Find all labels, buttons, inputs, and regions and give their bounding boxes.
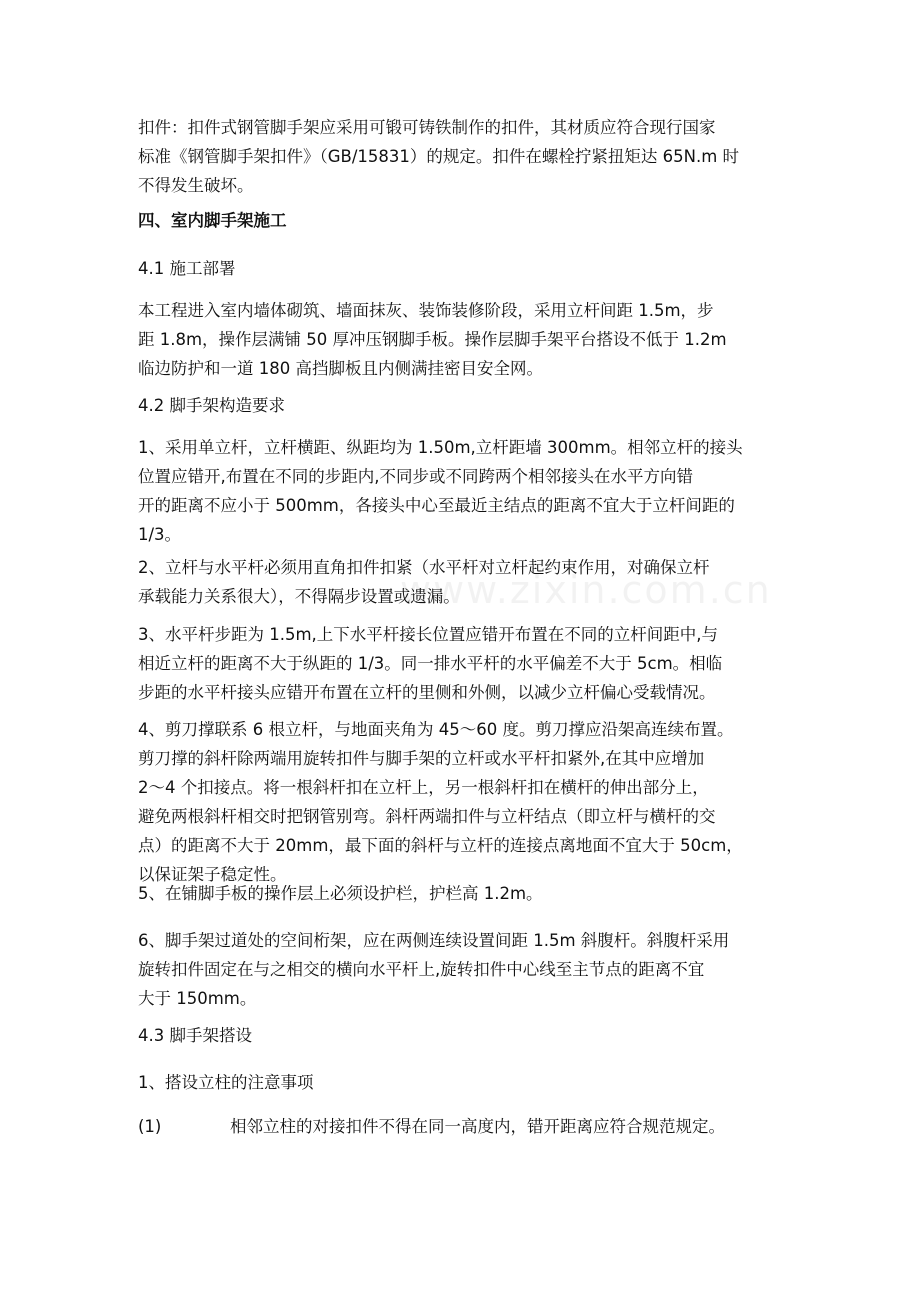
- subsection-heading-4-3: 4.3 脚手架搭设: [138, 1026, 252, 1045]
- text-line: 标准《钢管脚手架扣件》（GB/15831）的规定。扣件在螺栓拧紧扭矩达 65N.m 时: [138, 147, 740, 166]
- text-line: 位置应错开,布置在不同的步距内,不同步或不同跨两个相邻接头在水平方向错: [138, 467, 693, 486]
- text-line: 本工程进入室内墙体砌筑、墙面抹灰、装饰装修阶段，采用立杆间距 1.5m，步: [138, 301, 714, 320]
- text-line: 4、剪刀撑联系 6 根立杆，与地面夹角为 45～60 度。剪刀撑应沿架高连续布置。: [138, 720, 734, 739]
- text-line: 距 1.8m，操作层满铺 50 厚冲压钢脚手板。操作层脚手架平台搭设不低于 1.2m: [138, 330, 727, 349]
- text-line: 避免两根斜杆相交时把钢管别弯。斜杆两端扣件与立杆结点（即立杆与横杆的交: [138, 807, 716, 826]
- sub-heading-erect-columns: 1、搭设立柱的注意事项: [138, 1073, 314, 1092]
- list-item-4: [138, 715, 786, 889]
- text-line: 1/3。: [138, 525, 182, 544]
- text-line: 1、采用单立杆，立杆横距、纵距均为 1.50m,立杆距墙 300mm。相邻立杆的接头: [138, 438, 743, 457]
- text-line: 5、在铺脚手板的操作层上必须设护栏，护栏高 1.2m。: [138, 884, 543, 903]
- list-item-3: [138, 620, 786, 707]
- section-heading-4: 四、室内脚手架施工: [138, 211, 287, 230]
- list-item-5: [138, 879, 786, 908]
- list-item-6: [138, 926, 786, 1013]
- text-line: 剪刀撑的斜杆除两端用旋转扣件与脚手架的立杆或水平杆扣紧外,在其中应增加: [138, 749, 705, 768]
- item-text: 相邻立柱的对接扣件不得在同一高度内，错开距离应符合规范规定。: [230, 1117, 725, 1136]
- text-line: 2～4 个扣接点。将一根斜杆扣在立杆上，另一根斜杆扣在横杆的伸出部分上，: [138, 778, 709, 797]
- subsection-heading-4-1: 4.1 施工部署: [138, 259, 236, 278]
- list-item-1: [138, 433, 786, 549]
- text-line: 3、水平杆步距为 1.5m,上下水平杆接长位置应错开布置在不同的立杆间距中,与: [138, 625, 719, 644]
- watermark: www.zixin.com.cn: [400, 568, 772, 612]
- text-line: 临边防护和一道 180 高挡脚板且内侧满挂密目安全网。: [138, 359, 543, 378]
- text-line: 相近立杆的距离不大于纵距的 1/3。同一排水平杆的水平偏差不大于 5cm。相临: [138, 654, 723, 673]
- text-line: 2、立杆与水平杆必须用直角扣件扣紧（水平杆对立杆起约束作用，对确保立杆: [138, 558, 710, 577]
- text-line: 以保证架子稳定性。: [138, 865, 287, 884]
- subsection-heading-4-2: 4.2 脚手架构造要求: [138, 396, 285, 415]
- text-line: 点）的距离不大于 20mm，最下面的斜杆与立杆的连接点离地面不宜大于 50cm，: [138, 836, 743, 855]
- text-line: 步距的水平杆接头应错开布置在立杆的里侧和外侧，以减少立杆偏心受载情况。: [138, 683, 716, 702]
- item-number: (1): [138, 1117, 162, 1136]
- text-line: 开的距离不应小于 500mm，各接头中心至最近主结点的距离不宜大于立杆间距的: [138, 496, 735, 515]
- numbered-item-1: [138, 1112, 786, 1141]
- paragraph-fasteners: [138, 113, 786, 200]
- text-line: 承载能力关系很大），不得隔步设置或遗漏。: [138, 587, 460, 606]
- text-line: 不得发生破坏。: [138, 176, 254, 195]
- list-item-2: [138, 553, 786, 611]
- paragraph-4-1-body: [138, 296, 786, 383]
- text-line: 扣件：扣件式钢管脚手架应采用可锻可铸铁制作的扣件，其材质应符合现行国家: [138, 118, 716, 137]
- text-line: 大于 150mm。: [138, 989, 257, 1008]
- text-line: 6、脚手架过道处的空间桁架，应在两侧连续设置间距 1.5m 斜腹杆。斜腹杆采用: [138, 931, 730, 950]
- text-line: 旋转扣件固定在与之相交的横向水平杆上,旋转扣件中心线至主节点的距离不宜: [138, 960, 705, 979]
